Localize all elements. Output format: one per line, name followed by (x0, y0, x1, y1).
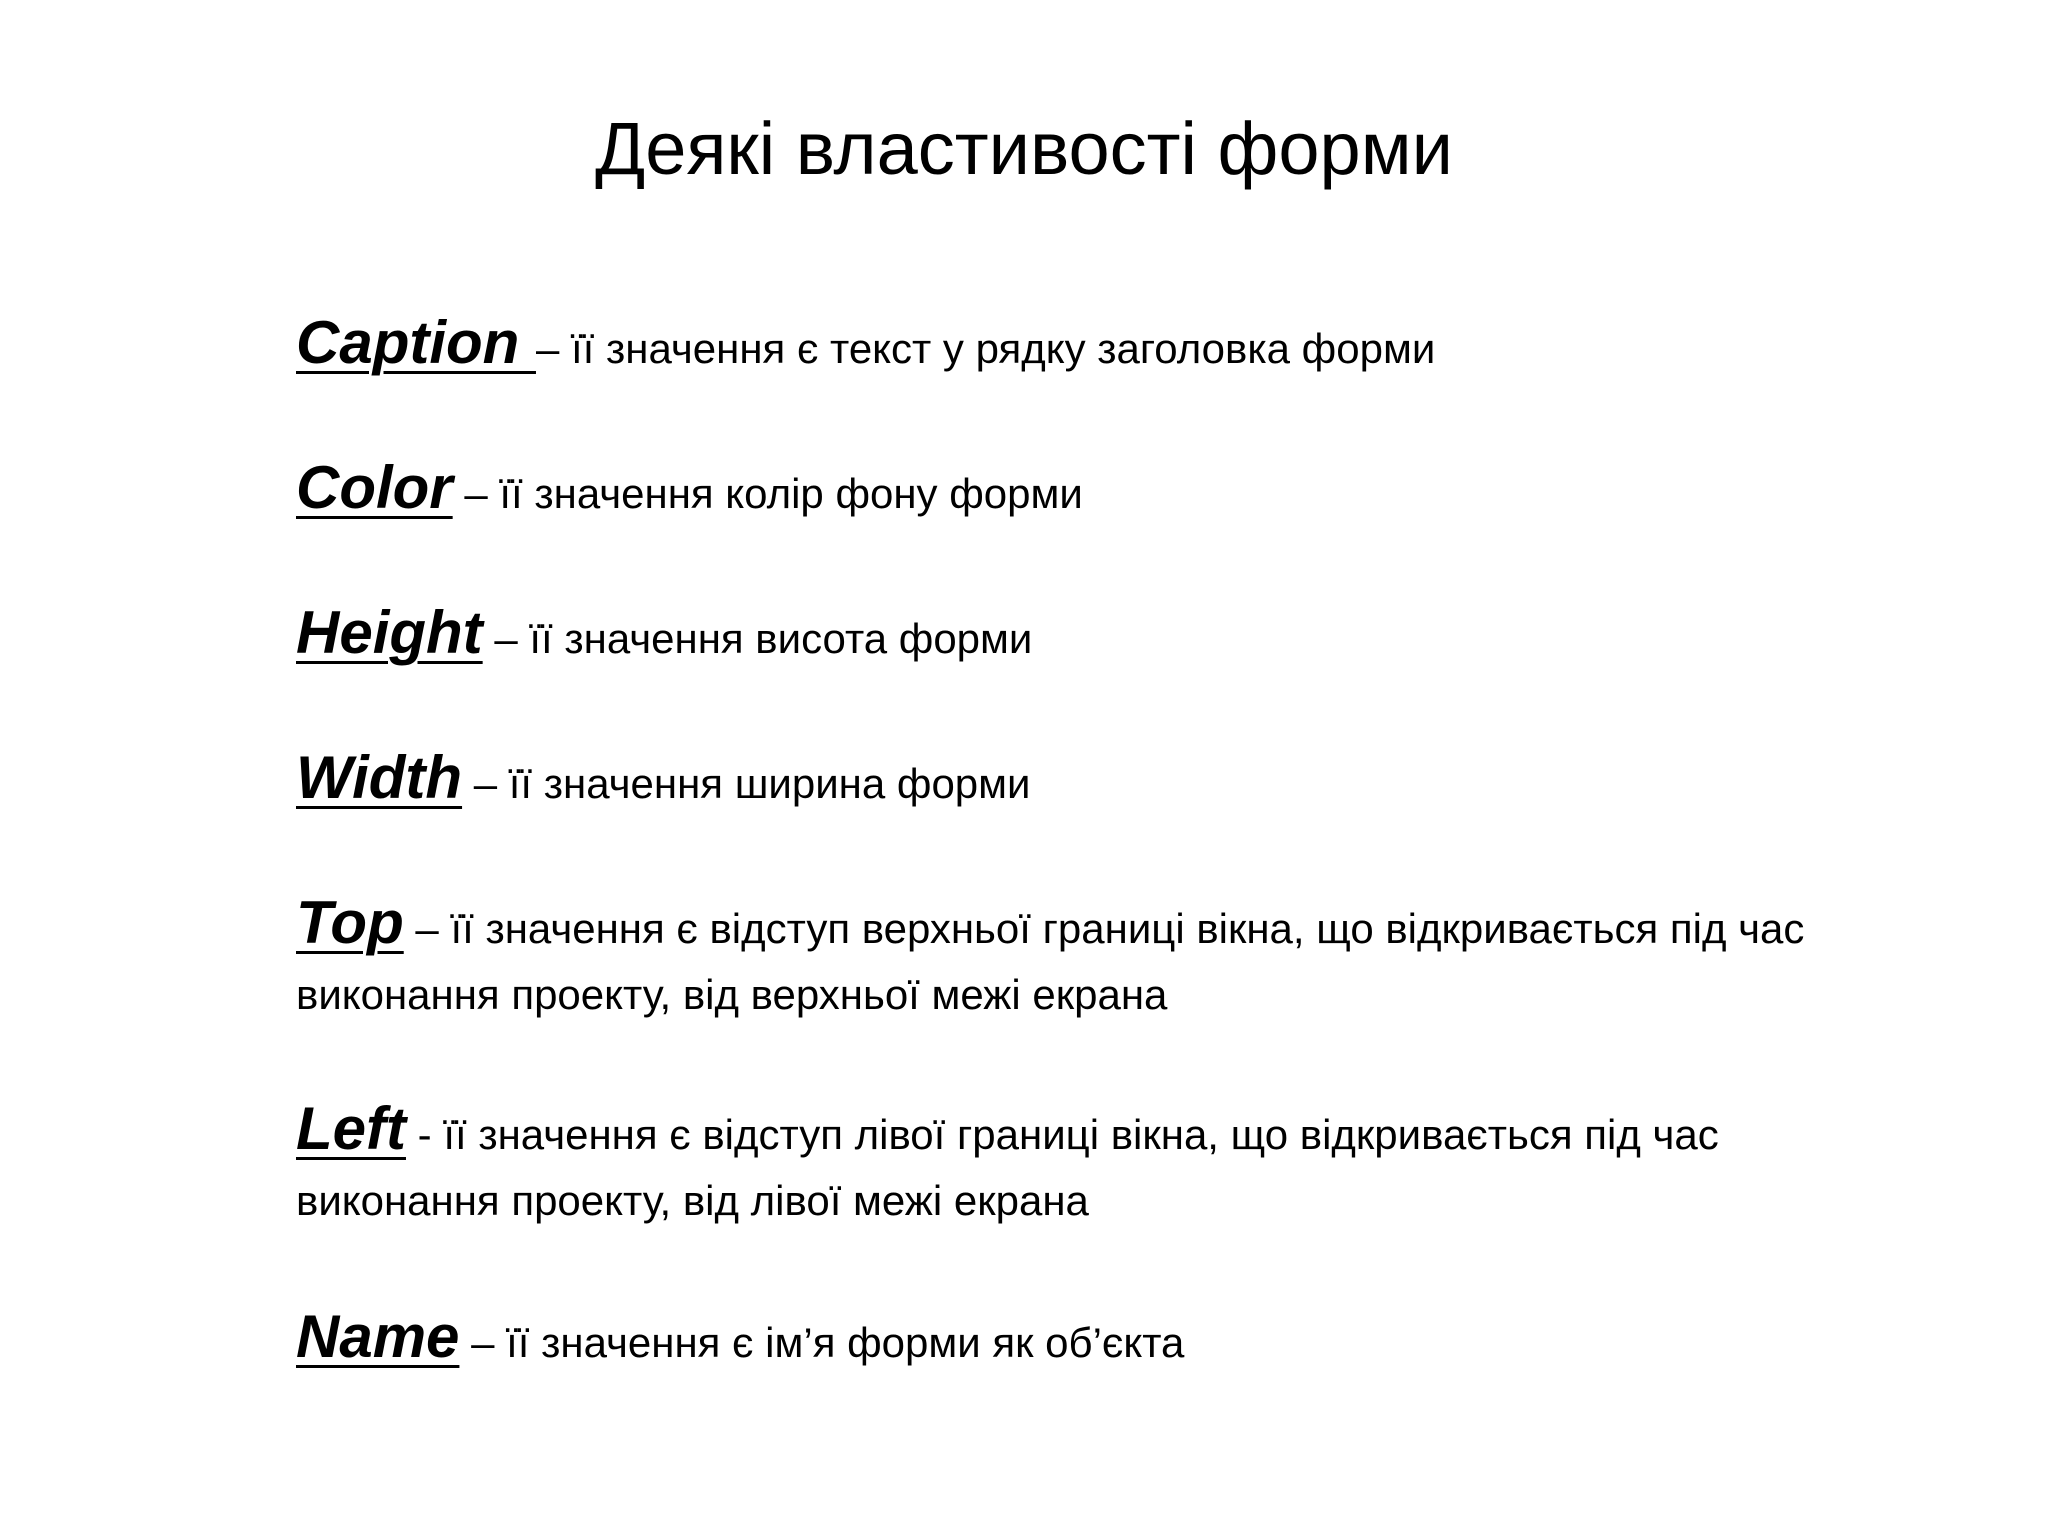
property-item-caption (296, 310, 1435, 382)
property-description: її значення є текст у рядку заголовка форми (571, 325, 1436, 372)
property-separator: – (535, 325, 572, 372)
property-item-height (296, 600, 1032, 672)
property-item-name (296, 1304, 1184, 1376)
property-term: Top (296, 889, 404, 956)
property-term: Width (296, 744, 463, 811)
property-description: її значення є ім’я форми як об’єкта (506, 1319, 1185, 1366)
property-description: її значення висота форми (529, 615, 1033, 662)
property-term: Height (296, 599, 483, 666)
property-term: Caption (296, 309, 536, 376)
property-term: Color (296, 454, 453, 521)
property-item-width (296, 745, 1031, 817)
property-separator: – (462, 760, 509, 807)
property-description: її значення ширина форми (508, 760, 1031, 807)
property-description: її значення є відступ верхньої границі вікна, що відкривається під час виконання проекту, від верхньої межі екрана (296, 905, 1805, 1018)
property-item-left (296, 1096, 1836, 1234)
property-separator: - (405, 1111, 444, 1158)
property-term: Name (296, 1303, 460, 1370)
property-term: Left (296, 1095, 406, 1162)
property-item-color (296, 455, 1083, 527)
property-separator: – (482, 615, 530, 662)
slide-title: Деякі властивості форми (595, 107, 1453, 190)
property-item-top (296, 890, 1836, 1028)
property-separator: – (459, 1319, 507, 1366)
property-separator: – (403, 905, 451, 952)
property-description: її значення є відступ лівої границі вікна, що відкривається під час виконання проекту, від лівої межі екрана (296, 1111, 1719, 1224)
property-description: її значення колір фону форми (499, 470, 1083, 517)
property-separator: – (452, 470, 500, 517)
